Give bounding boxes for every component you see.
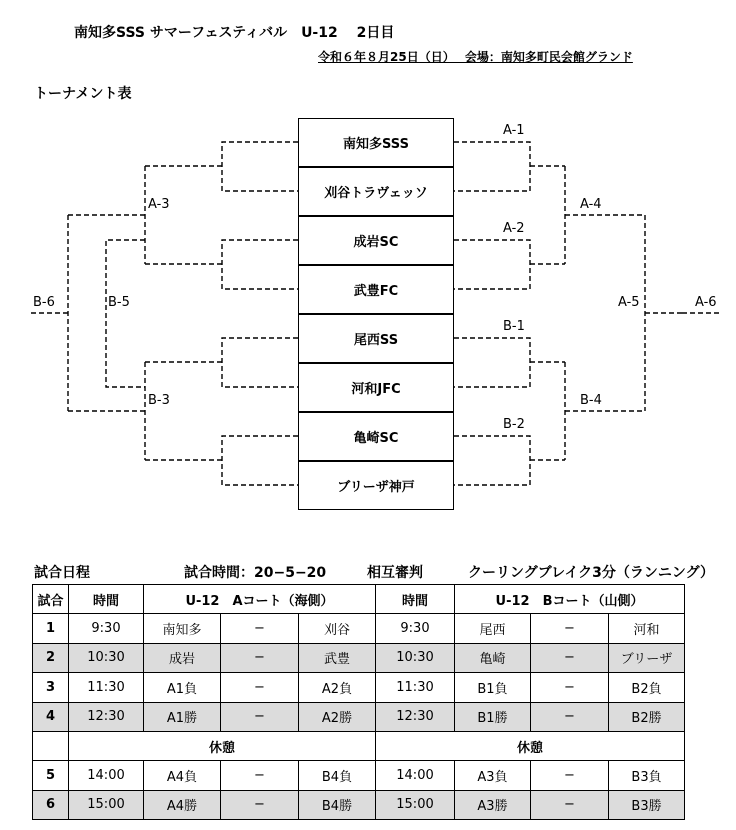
match-label-b3: B-3 [148, 393, 170, 408]
match-number: 1 [33, 614, 69, 643]
time-b: 14:00 [376, 761, 455, 790]
table-row [33, 702, 685, 731]
bracket-line-a3-top [145, 142, 298, 191]
a-separator: − [221, 614, 299, 643]
header-time-b: 時間 [376, 585, 455, 614]
time-b: 12:30 [376, 702, 455, 731]
break-label-b: 休憩 [376, 731, 685, 760]
b-away: 河和 [609, 614, 685, 643]
time-a: 11:30 [69, 673, 144, 702]
break-label-a: 休憩 [69, 731, 376, 760]
team-box: 成岩SC [298, 216, 454, 265]
b-separator: − [531, 643, 609, 672]
bracket-line-b6 [28, 215, 68, 411]
a-home: 成岩 [144, 643, 221, 672]
match-label-a4: A-4 [580, 197, 602, 212]
date-venue: 令和６年８月25日（日） 会場：南知多町民会館グランド [318, 50, 633, 64]
bracket-line-a5 [645, 215, 682, 411]
a-separator: − [221, 643, 299, 672]
a-separator: − [221, 702, 299, 731]
match-label-a2: A-2 [503, 221, 525, 236]
match-label-a6: A-6 [695, 295, 717, 310]
match-label-a3: A-3 [148, 197, 170, 212]
table-row [33, 790, 685, 819]
table-row [33, 673, 685, 702]
header-court-b: U-12 Bコート（山側） [455, 585, 685, 614]
a-separator: − [221, 673, 299, 702]
a-home: A1負 [144, 673, 221, 702]
b-separator: − [531, 790, 609, 819]
team-box: 尾西SS [298, 314, 454, 363]
bracket-line-b3 [68, 362, 145, 460]
match-label-b5: B-5 [108, 295, 130, 310]
table-row [33, 614, 685, 643]
break-empty-cell [33, 731, 69, 760]
match-number: 6 [33, 790, 69, 819]
header-court-a: U-12 Aコート（海側） [144, 585, 376, 614]
document-title: 南知多SSS サマーフェスティバル U-12 2日目 [74, 25, 395, 41]
table-row [33, 643, 685, 672]
a-away: B4負 [299, 761, 376, 790]
bracket-line-a4 [565, 166, 645, 264]
tournament-section-title: トーナメント表 [34, 86, 132, 102]
bracket-line-a3-bottom [145, 240, 298, 289]
time-a: 9:30 [69, 614, 144, 643]
team-box: 武豊FC [298, 265, 454, 314]
match-number: 4 [33, 702, 69, 731]
match-number: 2 [33, 643, 69, 672]
bracket-line-a1 [454, 142, 565, 191]
b-away: B3勝 [609, 790, 685, 819]
header-match: 試合 [33, 585, 69, 614]
match-label-b2: B-2 [503, 417, 525, 432]
time-a: 12:30 [69, 702, 144, 731]
bracket-line-b3-top [145, 338, 298, 387]
b-home: B1勝 [455, 702, 531, 731]
bracket-line-b5 [106, 240, 145, 387]
time-b: 9:30 [376, 614, 455, 643]
b-home: A3負 [455, 761, 531, 790]
match-time: 試合時間：20−5−20 [184, 565, 327, 581]
team-box: 刈谷トラヴェッソ [298, 167, 454, 216]
schedule-table [32, 584, 685, 820]
a-away: B4勝 [299, 790, 376, 819]
b-separator: − [531, 761, 609, 790]
b-away: B2負 [609, 673, 685, 702]
bracket-line-b4 [565, 362, 645, 460]
a-away: 刈谷 [299, 614, 376, 643]
a-separator: − [221, 761, 299, 790]
time-a: 10:30 [69, 643, 144, 672]
a-home: A4負 [144, 761, 221, 790]
team-box: 亀崎SC [298, 412, 454, 461]
match-number: 5 [33, 761, 69, 790]
team-box: 河和JFC [298, 363, 454, 412]
b-separator: − [531, 673, 609, 702]
time-b: 11:30 [376, 673, 455, 702]
match-label-a5: A-5 [618, 295, 640, 310]
match-label-b6: B-6 [33, 295, 55, 310]
time-a: 14:00 [69, 761, 144, 790]
b-separator: − [531, 614, 609, 643]
match-number: 3 [33, 673, 69, 702]
bracket-line-b2 [454, 436, 565, 485]
b-home: A3勝 [455, 790, 531, 819]
table-row [33, 761, 685, 790]
time-b: 15:00 [376, 790, 455, 819]
a-home: A1勝 [144, 702, 221, 731]
a-home: 南知多 [144, 614, 221, 643]
header-time-a: 時間 [69, 585, 144, 614]
team-box: 南知多SSS [298, 118, 454, 167]
match-label-a1: A-1 [503, 123, 525, 138]
bracket-line-a2 [454, 240, 565, 289]
a-away: A2勝 [299, 702, 376, 731]
b-home: 亀崎 [455, 643, 531, 672]
break-row [33, 731, 685, 760]
match-label-b4: B-4 [580, 393, 602, 408]
b-away: B2勝 [609, 702, 685, 731]
b-separator: − [531, 702, 609, 731]
table-header-row [33, 585, 685, 614]
cooling-break-note: クーリングブレイク3分（ランニング） [468, 565, 715, 581]
b-away: B3負 [609, 761, 685, 790]
b-home: 尾西 [455, 614, 531, 643]
match-label-b1: B-1 [503, 319, 525, 334]
a-away: A2負 [299, 673, 376, 702]
referee-note: 相互審判 [367, 565, 423, 581]
a-separator: − [221, 790, 299, 819]
time-b: 10:30 [376, 643, 455, 672]
bracket-line-b3-bottom [145, 436, 298, 485]
a-away: 武豊 [299, 643, 376, 672]
b-home: B1負 [455, 673, 531, 702]
schedule-title: 試合日程 [34, 565, 90, 581]
bracket-line-b1 [454, 338, 565, 387]
b-away: ブリーザ [609, 643, 685, 672]
team-box: ブリーザ神戸 [298, 461, 454, 510]
a-home: A4勝 [144, 790, 221, 819]
time-a: 15:00 [69, 790, 144, 819]
